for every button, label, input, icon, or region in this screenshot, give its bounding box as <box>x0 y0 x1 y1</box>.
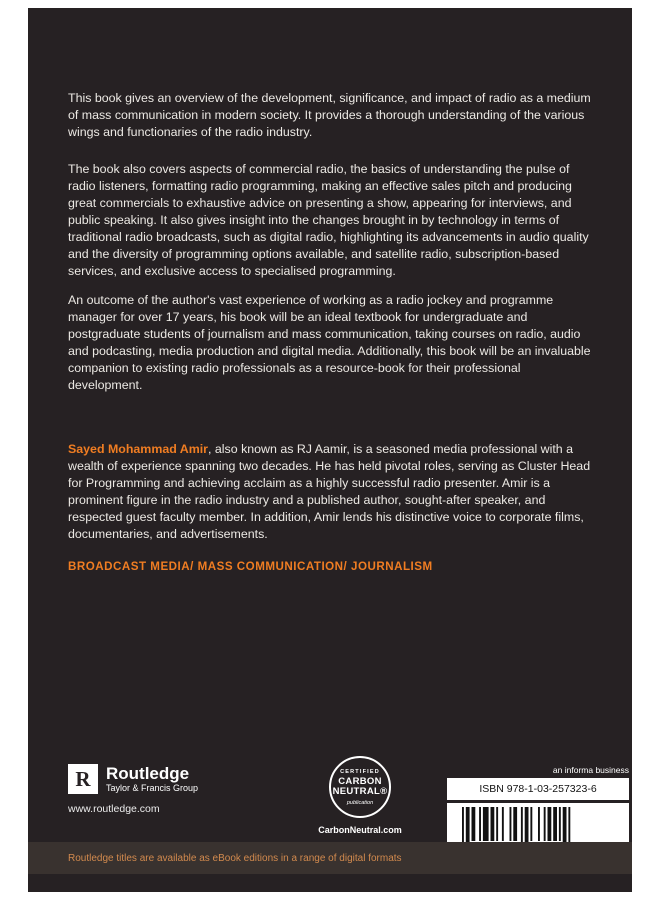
publisher-url: www.routledge.com <box>68 803 160 815</box>
publisher-text <box>106 765 198 794</box>
badge-publication-label: publication <box>346 799 374 806</box>
badge-carbon-label: CARBON <box>338 775 382 787</box>
author-name: Sayed Mohammad Amir <box>68 442 209 457</box>
isbn-label: ISBN 978-1-03-257323-6 <box>447 778 629 800</box>
carbon-neutral-badge-icon <box>329 756 391 818</box>
publisher-tagline: Taylor & Francis Group <box>106 782 199 793</box>
contents-paragraph: The book also covers aspects of commercial radio, the basics of understanding the pulse of radio listeners, formatting radio programming, making an effective sales pitch and producing great commercials to exhaustive advice on presenting a show, appearing for interviews, and public speaking. It also gives insight into the changes brought in by technology in terms of traditional radio broadcasts, such as digital radio, highlighting its advancements in audio quality and the diversity of programming options available, and satellite radio, subscription-based services, and exclusive access to specialised programming. <box>68 162 589 279</box>
barcode-bars-icon <box>458 807 618 847</box>
author-bio-text: , also known as RJ Aamir, is a seasoned media professional with a wealth of experience spanning two decades. He has held pivotal roles, serving as Cluster Head for Programming and achieving acclaim as a highly successful radio presenter. Amir is a prominent figure in the radio industry and a published author, sought-after speaker, and respected guest faculty member. In addition, Amir lends his distinctive voice to corporate films, documentaries, and advertisements. <box>68 442 591 542</box>
publisher-name: Routledge <box>106 763 190 783</box>
publisher-block <box>68 764 198 815</box>
informa-business-label: an informa business <box>552 765 629 775</box>
back-cover <box>28 8 632 892</box>
carbon-neutral-badge <box>305 756 415 835</box>
audience-paragraph: An outcome of the author's vast experience of working as a radio jockey and programme manager for over 17 years, his book will be an ideal textbook for undergraduate and postgraduate students of journalism and mass communication, taking courses on radio, audio and podcasting, media production and digital media. Additionally, this book will be an invaluable companion to existing radio professionals as a resource-book for their professional development. <box>68 293 591 393</box>
carbon-neutral-url: CarbonNeutral.com <box>318 825 402 835</box>
overview-paragraph: This book gives an overview of the development, significance, and impact of radio as a medium of mass communication in modern society. It provides a thorough understanding of the various wings and functionaries of the radio industry. <box>68 91 591 140</box>
publisher-logo-row <box>68 764 198 794</box>
subject-category-line: BROADCAST MEDIA/ MASS COMMUNICATION/ JOURNALISM <box>68 560 433 573</box>
footer-text: Routledge titles are available as eBook editions in a range of digital formats <box>68 852 402 864</box>
footer-strip <box>28 842 632 874</box>
badge-neutral-label: NEUTRAL® <box>332 785 388 797</box>
routledge-logo-icon: R <box>68 764 98 794</box>
author-bio <box>68 441 596 543</box>
badge-certified-label: CERTIFIED <box>340 768 380 775</box>
